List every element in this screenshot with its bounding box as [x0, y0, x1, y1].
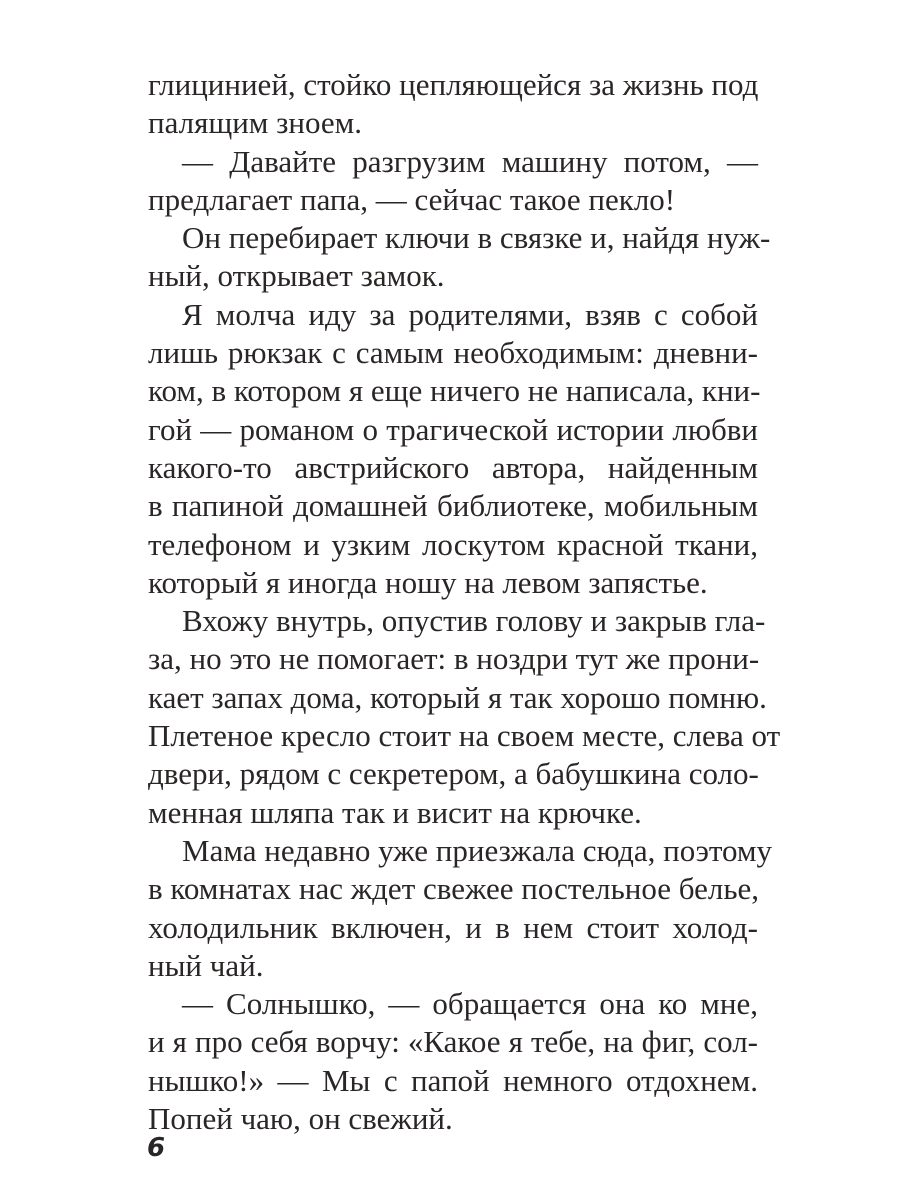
text-line: гой — романом о трагической истории любви — [148, 411, 758, 447]
paragraph — [148, 832, 773, 985]
text-line: Попей чаю, он свежий. — [148, 1101, 453, 1137]
text-line: и я про себя ворчу: «Какое я тебе, на фиг, сол- — [148, 1024, 758, 1060]
text-line: — Давайте разгрузим машину потом, — — [182, 143, 758, 179]
text-line: Он перебирает ключи в связке и, найдя нуж- — [182, 220, 771, 256]
text-line: глицинией, стойко цепляющейся за жизнь под — [148, 67, 759, 102]
text-line: какого-то австрийского автора, найденным — [148, 449, 758, 485]
text-line: ный, открывает замок. — [148, 258, 445, 294]
text-line: Мама недавно уже приезжала сюда, поэтому — [182, 832, 773, 868]
text-line: нышко!» — Мы с папой немного отдохнем. — [148, 1062, 758, 1098]
text-line: в комнатах нас ждет свежее постельное белье, — [148, 871, 759, 907]
text-line: телефоном и узким лоскутом красной ткани, — [148, 526, 758, 562]
text-line: лишь рюкзак с самым необходимым: дневни- — [148, 335, 758, 371]
page-number: 6 — [147, 1133, 166, 1163]
paragraph — [148, 985, 758, 1138]
text-line: предлагает папа, — сейчас такое пекло! — [148, 181, 676, 217]
body-text — [148, 66, 781, 1138]
paragraph — [148, 296, 761, 602]
text-line: двери, рядом с секретером, а бабушкина соло- — [148, 756, 759, 792]
text-line: ный чай. — [148, 947, 264, 983]
text-line: за, но это не помогает: в ноздри тут же прони- — [148, 641, 760, 677]
paragraph — [148, 143, 758, 220]
text-line: — Солнышко, — обращается она ко мне, — [182, 986, 758, 1022]
text-line: ком, в котором я еще ничего не написала, кни- — [148, 373, 761, 409]
paragraph — [148, 602, 781, 832]
paragraph — [148, 219, 771, 296]
text-line: Плетеное кресло стоит на своем месте, слева от — [148, 718, 781, 754]
text-line: холодильник включен, и в нем стоит холод- — [148, 909, 758, 945]
paragraph — [148, 66, 758, 143]
text-line: который я иногда ношу на левом запястье. — [148, 564, 708, 600]
text-line: Я молча иду за родителями, взяв с собой — [182, 296, 758, 332]
text-line: менная шляпа так и висит на крючке. — [148, 794, 642, 830]
text-line: в папиной домашней библиотеке, мобильным — [148, 488, 758, 524]
text-line: кает запах дома, который я так хорошо помню. — [148, 679, 767, 715]
text-line: Вхожу внутрь, опустив голову и закрыв гла- — [182, 603, 766, 639]
text-line: палящим зноем. — [148, 105, 363, 141]
